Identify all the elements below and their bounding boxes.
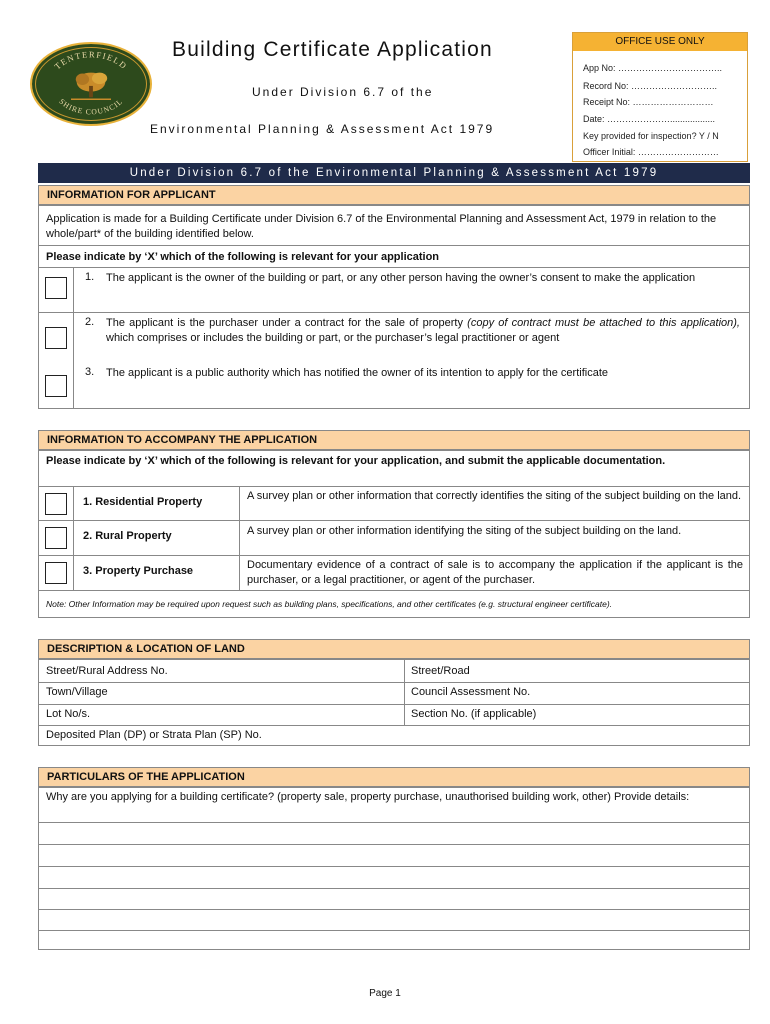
rural-checkbox[interactable] — [45, 527, 67, 549]
particulars-section[interactable] — [38, 787, 750, 950]
subtitle-line-2: Environmental Planning & Assessment Act 1979 — [150, 122, 495, 136]
logo-bottom-text: SHIRE COUNCIL — [57, 96, 125, 117]
office-use-title: OFFICE USE ONLY — [573, 33, 747, 51]
applicant-intro: Application is made for a Building Certificate under Division 6.7 of the Environmental Planning and Assessment Act, 1979 in relation to the whole/part* of the building identified below. — [46, 213, 717, 240]
act-banner: Under Division 6.7 of the Environmental Planning & Assessment Act 1979 — [38, 163, 750, 183]
purchase-checkbox[interactable] — [45, 562, 67, 584]
purchase-label: 3. Property Purchase — [83, 565, 194, 577]
assessment-no-field[interactable]: Council Assessment No. — [411, 686, 531, 698]
residential-desc: A survey plan or other information that correctly identifies the siting of the subject building on the land. — [247, 490, 742, 502]
street-no-field[interactable]: Street/Rural Address No. — [46, 665, 168, 677]
option-3-number: 3. — [85, 366, 95, 378]
date-field: Date: ………………….................. — [583, 114, 716, 124]
town-field[interactable]: Town/Village — [46, 686, 108, 698]
residential-checkbox[interactable] — [45, 493, 67, 515]
purchaser-checkbox[interactable] — [45, 327, 67, 349]
land-section — [38, 659, 750, 746]
page-title: Building Certificate Application — [172, 38, 493, 61]
lot-no-field[interactable]: Lot No/s. — [46, 708, 91, 720]
tree-icon — [71, 73, 111, 100]
info-accompany-heading: INFORMATION TO ACCOMPANY THE APPLICATION — [38, 430, 750, 450]
info-accompany-section — [38, 450, 750, 618]
council-logo — [30, 42, 152, 126]
land-heading: DESCRIPTION & LOCATION OF LAND — [38, 639, 750, 659]
section-no-field[interactable]: Section No. (if applicable) — [411, 708, 537, 720]
accompany-indicate: Please indicate by ‘X’ which of the following is relevant for your application, and submit the applicable documentation. — [46, 455, 666, 467]
particulars-question: Why are you applying for a building certificate? (property sale, property purchase, unauthorised building work, other) Provide details: — [46, 791, 690, 803]
info-applicant-heading: INFORMATION FOR APPLICANT — [38, 185, 750, 205]
rural-label: 2. Rural Property — [83, 530, 172, 542]
particulars-heading: PARTICULARS OF THE APPLICATION — [38, 767, 750, 787]
rural-desc: A survey plan or other information identifying the siting of the subject building on the land. — [247, 525, 682, 537]
subtitle-line-1: Under Division 6.7 of the — [252, 85, 434, 99]
street-road-field[interactable]: Street/Road — [411, 665, 470, 677]
option-2-text: The applicant is the purchaser under a contract for the sale of property (copy of contract must be attached to this application), which comprises or includes the building or part, or the purchaser’s legal practitioner or agent — [106, 317, 740, 344]
applicant-indicate: Please indicate by ‘X’ which of the following is relevant for your application — [46, 251, 440, 263]
owner-checkbox[interactable] — [45, 277, 67, 299]
purchase-desc: Documentary evidence of a contract of sale is to accompany the application if the applicant is the purchaser, or a legal practitioner, or agent of the purchaser. — [247, 559, 743, 586]
public-authority-checkbox[interactable] — [45, 375, 67, 397]
office-use-box — [572, 32, 748, 162]
logo-top-text: TENTERFIELD — [52, 49, 130, 72]
option-1-number: 1. — [85, 271, 95, 283]
app-no-field: App No: …………………………….. — [583, 63, 723, 73]
officer-initial-field: Officer Initial: ……………………… — [583, 147, 719, 157]
plan-no-field[interactable]: Deposited Plan (DP) or Strata Plan (SP) No. — [46, 729, 262, 741]
page-number: Page 1 — [369, 988, 401, 999]
option-2-number: 2. — [85, 316, 95, 328]
info-applicant-section — [38, 205, 750, 409]
option-1-text: The applicant is the owner of the building or part, or any other person having the owner’s consent to make the application — [106, 272, 696, 284]
accompany-note: Note: Other Information may be required upon request such as building plans, specifications, and other certificates (e.g. structural engineer certificate). — [46, 599, 613, 609]
svg-text:TENTERFIELD — [52, 49, 129, 71]
residential-label: 1. Residential Property — [83, 496, 203, 508]
council-seal-icon — [32, 44, 150, 124]
receipt-no-field: Receipt No: ……………………… — [583, 97, 714, 107]
key-provided-field: Key provided for inspection? Y / N — [583, 131, 719, 141]
record-no-field: Record No: ……………………….. — [583, 81, 718, 91]
option-3-text: The applicant is a public authority which has notified the owner of its intention to apply for the certificate — [106, 367, 609, 379]
